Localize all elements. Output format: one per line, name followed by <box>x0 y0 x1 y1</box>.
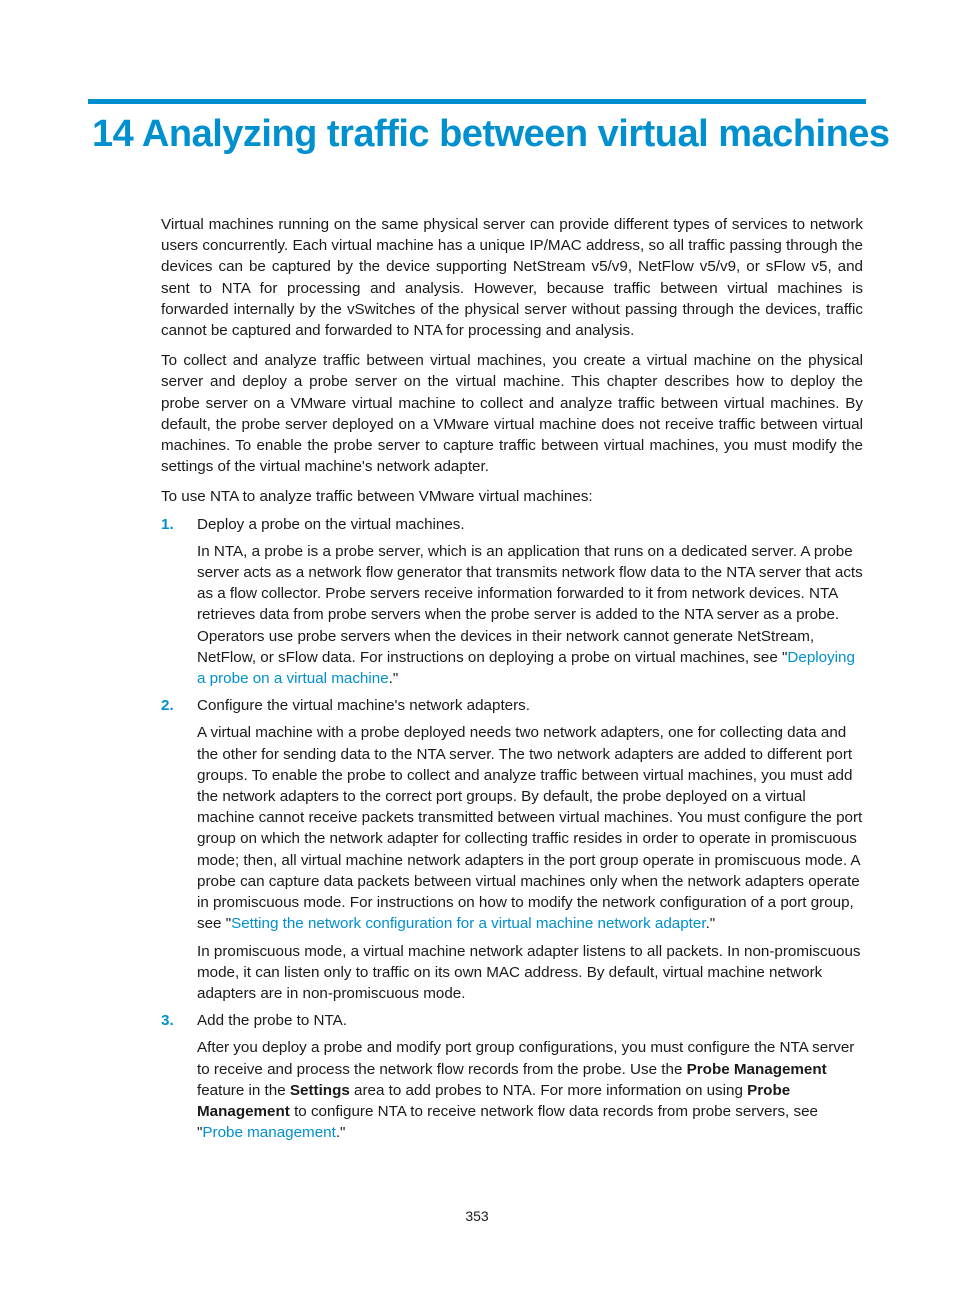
title-rule <box>88 99 866 104</box>
step-text: ." <box>388 670 399 688</box>
step-text: to configure NTA to receive network flow data records from probe servers, see " <box>197 1102 818 1142</box>
step-2-paragraph <box>197 722 863 934</box>
step-1-heading <box>161 514 863 535</box>
page-title: 14 Analyzing traffic between virtual machines <box>92 113 890 155</box>
deploying-probe-link[interactable]: Deploying a probe on a virtual machine <box>197 648 855 688</box>
procedure-steps <box>161 514 863 1144</box>
page-number: 353 <box>465 1208 489 1224</box>
ui-term-settings: Settings <box>289 1081 350 1099</box>
probe-management-link[interactable]: Probe management <box>202 1124 336 1142</box>
step-1-body <box>161 541 863 689</box>
document-body <box>161 214 863 1149</box>
step-1-paragraph <box>197 541 863 689</box>
step-title: Add the probe to NTA. <box>197 1012 347 1030</box>
ui-term-probe-management: Probe Management <box>686 1060 827 1078</box>
step-3-heading <box>161 1010 863 1031</box>
network-configuration-link[interactable]: Setting the network configuration for a virtual machine network adapter <box>231 915 706 933</box>
step-3-body <box>161 1037 863 1143</box>
step-3-paragraph <box>197 1037 863 1143</box>
step-title: Deploy a probe on the virtual machines. <box>197 515 465 533</box>
step-text: A virtual machine with a probe deployed needs two network adapters, one for collecting data and the other for sending data to the NTA server. The two network adapters are added to different port groups. To enable the probe to collect and analyze traffic between virtual machines, you must add the network adapters to the correct port groups. By default, the probe deployed on a virtual machine cannot receive packets transmitted between virtual machines. You must configure the port group on which the network adapter for collecting traffic resides in order to operate in promiscuous mode; then, all virtual machine network adapters in the port group operate in promiscuous mode. A probe can capture data packets between virtual machines only when the network adapters operate in promiscuous mode. For instructions on how to modify the network configuration of a port group, see " <box>197 724 863 933</box>
step-text: ." <box>705 915 716 933</box>
step-title: Configure the virtual machine's network adapters. <box>197 697 530 715</box>
intro-paragraph-1: Virtual machines running on the same physical server can provide different types of services to network users concurrently. Each virtual machine has a unique IP/MAC address, so all traffic passing through the devices can be captured by the device supporting NetStream v5/v9, NetFlow v5/v9, or sFlow v5, and sent to NTA for processing and analysis. However, because traffic between virtual machines is forwarded internally by the vSwitches of the physical server without passing through the devices, traffic cannot be captured and forwarded to NTA for processing and analysis. <box>161 216 863 340</box>
intro-paragraph-3: To use NTA to analyze traffic between VMware virtual machines: <box>161 488 593 506</box>
step-text: feature in the <box>197 1081 290 1099</box>
step-number: 3. <box>161 1012 174 1030</box>
ui-term-probe-management: Probe Management <box>197 1081 791 1120</box>
step-2-body <box>161 722 863 1004</box>
step-2 <box>161 695 863 1004</box>
step-2-heading <box>161 695 863 716</box>
step-text: area to add probes to NTA. For more information on using <box>349 1081 748 1099</box>
step-3 <box>161 1010 863 1143</box>
step-number: 2. <box>161 697 174 715</box>
step-text: In NTA, a probe is a probe server, which is an application that runs on a dedicated server. A probe server acts as a network flow generator that transmits network flow data to the NTA server that acts as a flow collector. Probe servers receive information forwarded to it from network devices. NTA retrieves data from probe servers when the probe server is added to the NTA server as a probe. Operators use probe servers when the devices in their network cannot generate NetStream, NetFlow, or sFlow data. For instructions on deploying a probe on virtual machines, see " <box>197 542 863 666</box>
step-1 <box>161 514 863 690</box>
intro-paragraph-2: To collect and analyze traffic between virtual machines, you create a virtual machine on the physical server and deploy a probe server on the virtual machine. This chapter describes how to deploy the probe server on a VMware virtual machine to collect and analyze traffic between virtual machines. By default, the probe server deployed on a VMware virtual machine does not receive traffic between virtual machines. To enable the probe server to capture traffic between virtual machines, you must modify the settings of the virtual machine's network adapter. <box>161 352 863 476</box>
step-number: 1. <box>161 515 174 533</box>
step-text: After you deploy a probe and modify port group configurations, you must configure the NTA server to receive and process the network flow records from the probe. Use the <box>197 1039 855 1078</box>
step-text: ." <box>335 1124 346 1142</box>
step-2-note: In promiscuous mode, a virtual machine network adapter listens to all packets. In non-promiscuous mode, it can listen only to traffic on its own MAC address. By default, virtual machine network adapters are in non-promiscuous mode. <box>197 942 861 1002</box>
